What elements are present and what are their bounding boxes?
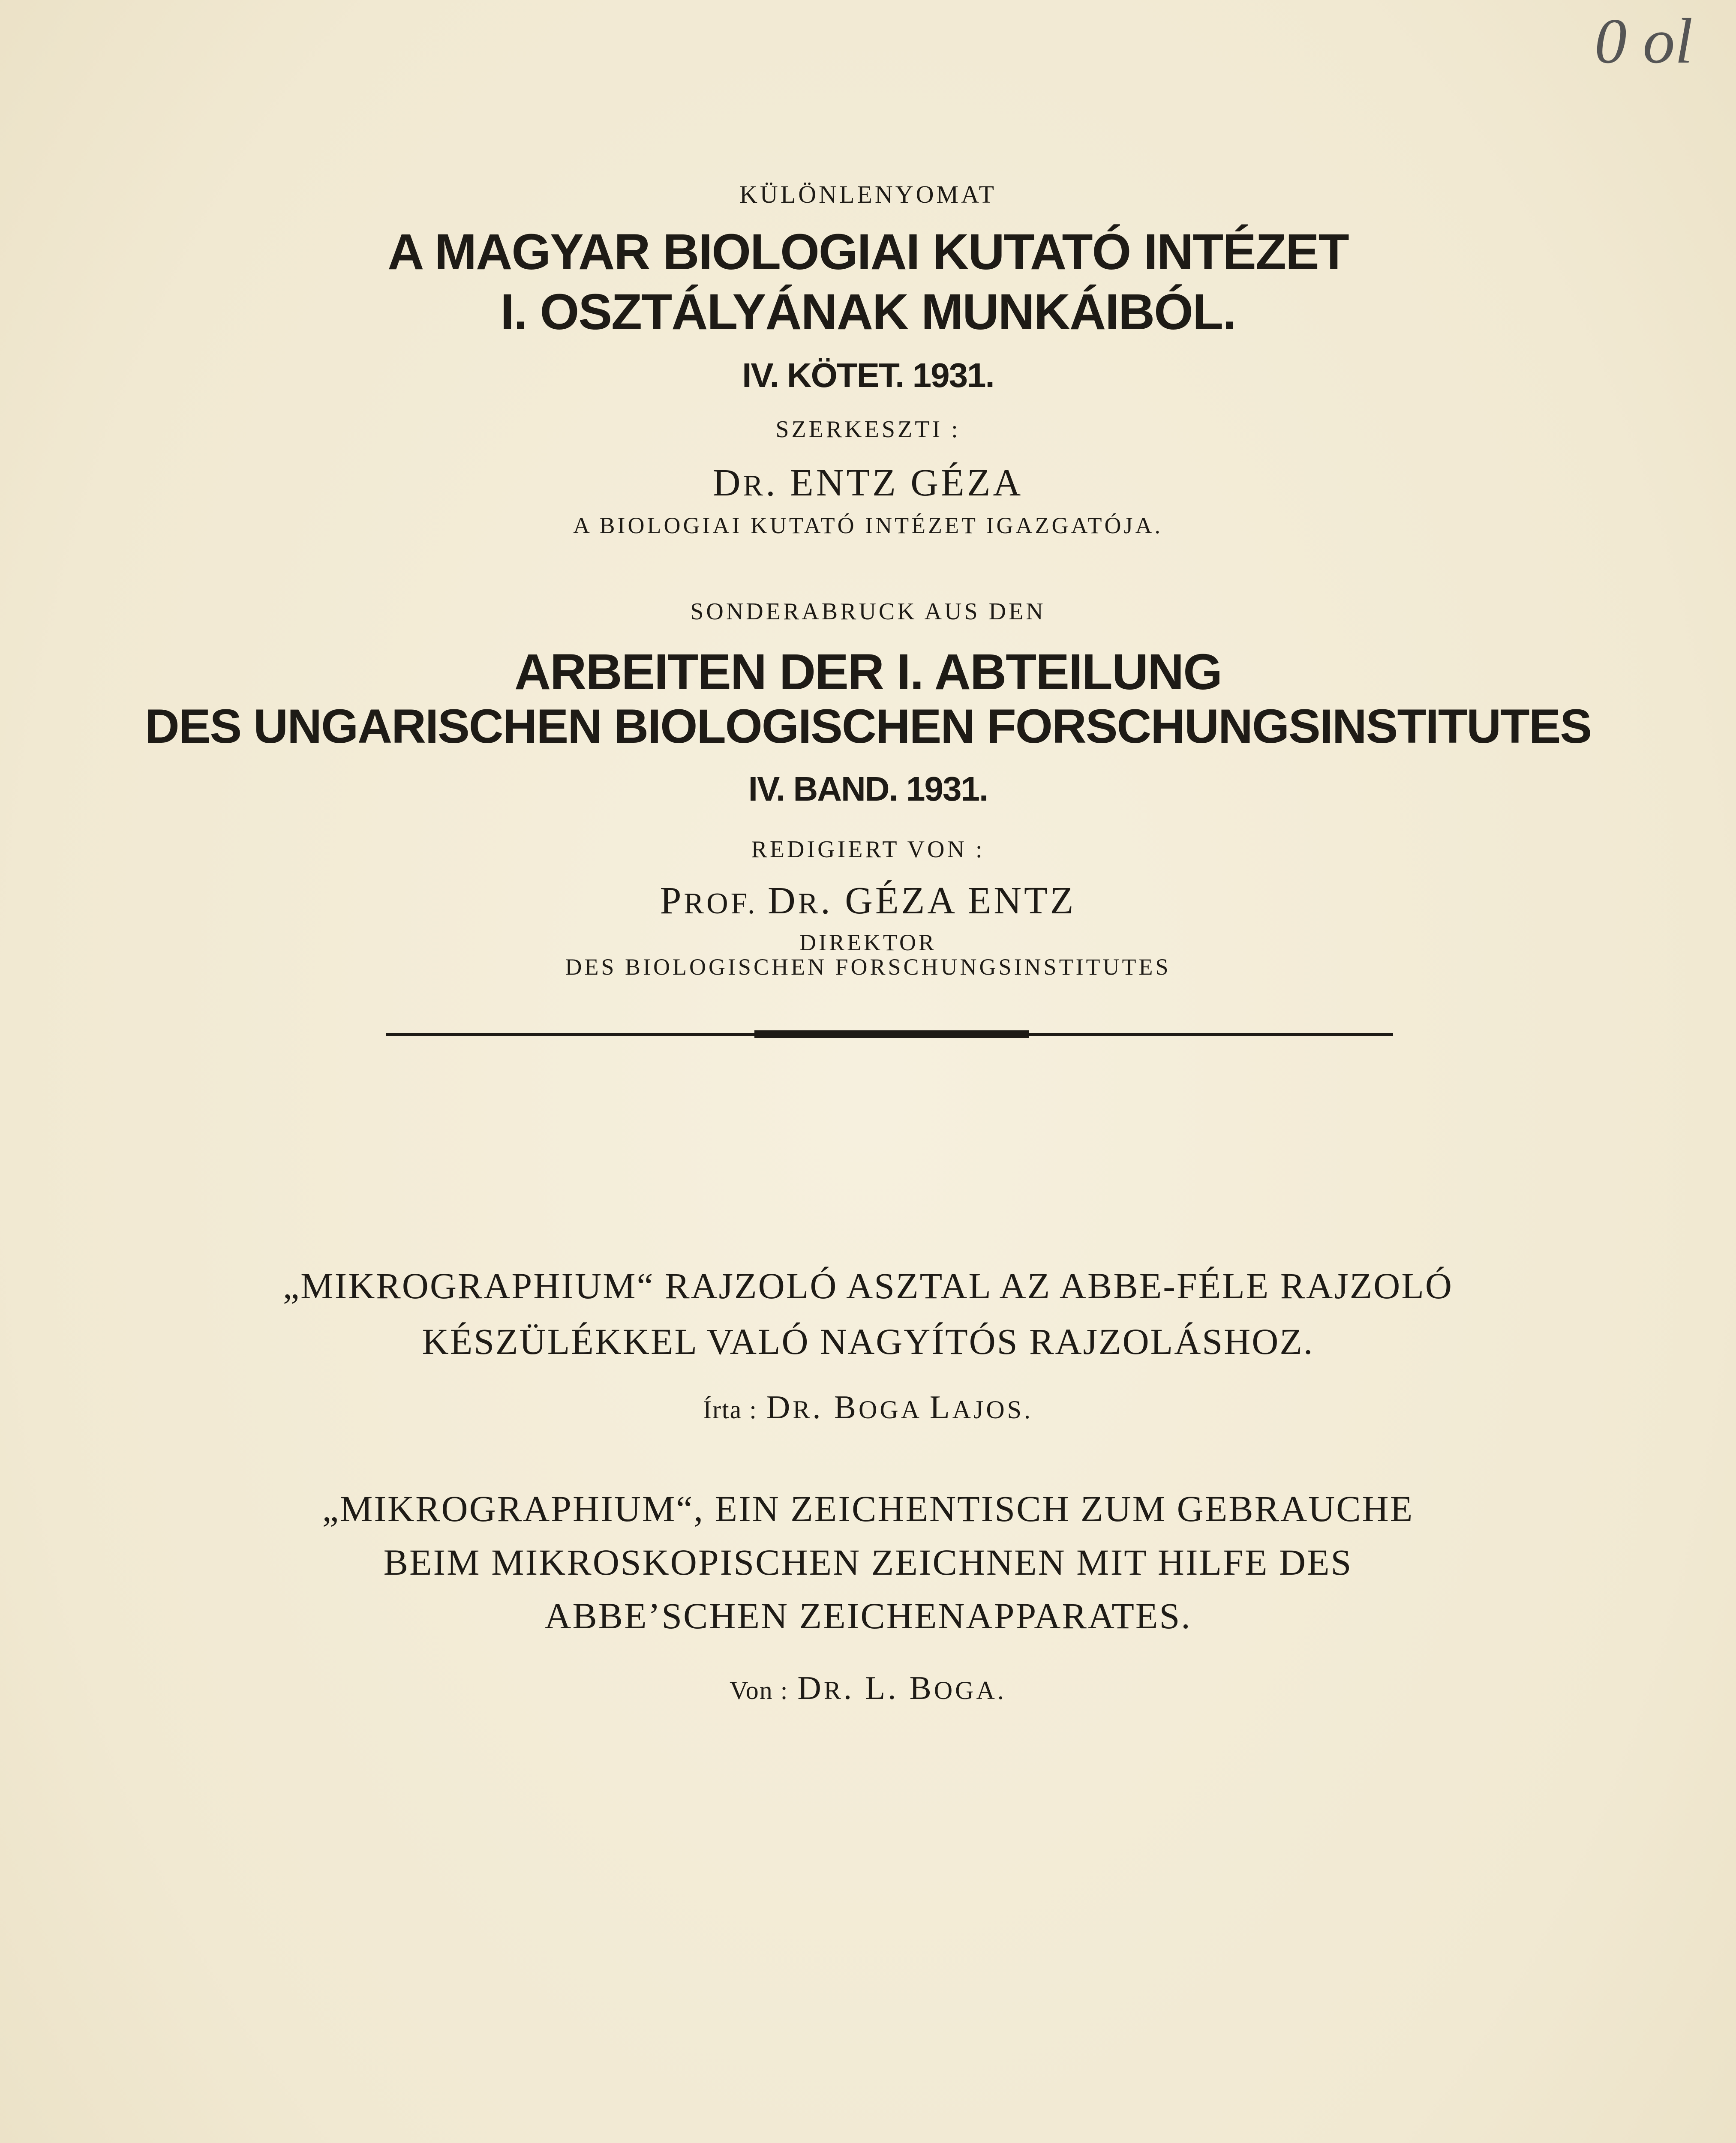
hu-editor-name	[0, 461, 1736, 505]
hu-author-ajos: AJOS.	[952, 1396, 1033, 1424]
de-author-oga: OGA.	[934, 1676, 1006, 1705]
article-hu-title-2: KÉSZÜLÉKKEL VALÓ NAGYÍTÓS RAJZOLÁSHOZ.	[422, 1321, 1314, 1362]
de-author-l: . L. B	[843, 1670, 934, 1706]
hu-editor-surname: . ENTZ GÉZA	[766, 462, 1024, 504]
hu-author-oga: OGA	[859, 1396, 930, 1424]
de-edited-by-label: REDIGIERT VON :	[751, 836, 985, 863]
article-de-author	[0, 1669, 1736, 1707]
hu-author-b: . B	[812, 1389, 859, 1426]
de-author-r: R	[823, 1676, 844, 1705]
de-author-label: Von :	[730, 1676, 789, 1705]
hu-editor-small: R	[743, 469, 766, 502]
de-editor-rof: ROF.	[684, 887, 768, 920]
offprint-label: KÜLÖNLENYOMAT	[739, 180, 997, 208]
hu-editor-initial: D	[712, 462, 743, 504]
hu-author-d: D	[766, 1389, 793, 1426]
handwritten-annotation: 0 ol	[1595, 6, 1693, 77]
de-editor-p: P	[660, 879, 684, 922]
de-editor-role-1: DIREKTOR	[799, 930, 937, 955]
de-editor-d: D	[768, 879, 798, 922]
de-offprint-label: SONDERABRUCK AUS DEN	[690, 598, 1046, 625]
de-series-title-2: DES UNGARISCHEN BIOLOGISCHEN FORSCHUNGSINSTITUTES	[144, 699, 1592, 753]
article-de-title-1: „MIKROGRAPHIUM“, EIN ZEICHENTISCH ZUM GEBRAUCHE	[322, 1488, 1414, 1529]
article-hu-author	[0, 1389, 1736, 1426]
article-de-title-2: BEIM MIKROSKOPISCHEN ZEICHNEN MIT HILFE DES	[383, 1542, 1353, 1583]
de-editor-role-2: DES BIOLOGISCHEN FORSCHUNGSINSTITUTES	[565, 954, 1171, 980]
hu-series-title-2: I. OSZTÁLYÁNAK MUNKÁIBÓL.	[500, 284, 1236, 340]
de-series-title-1: ARBEITEN DER I. ABTEILUNG	[514, 644, 1222, 700]
de-volume: IV. BAND. 1931.	[748, 770, 988, 808]
hu-author-label: Írta :	[703, 1396, 757, 1424]
hu-author-r: R	[793, 1396, 813, 1424]
de-author-d: D	[797, 1670, 824, 1706]
hu-volume: IV. KÖTET. 1931.	[742, 356, 994, 394]
divider-rule-center	[754, 1030, 1029, 1038]
hu-series-title-1: A MAGYAR BIOLOGIAI KUTATÓ INTÉZET	[387, 224, 1349, 280]
hu-author-l: L	[929, 1389, 952, 1426]
de-editor-r: R	[798, 887, 821, 920]
article-hu-title-1: „MIKROGRAPHIUM“ RAJZOLÓ ASZTAL AZ ABBE-FÉLE RAJZOLÓ	[282, 1265, 1454, 1306]
hu-editor-role: A BIOLOGIAI KUTATÓ INTÉZET IGAZGATÓJA.	[573, 513, 1163, 538]
hu-edited-by-label: SZERKESZTI :	[775, 416, 961, 443]
de-editor-name	[0, 879, 1736, 923]
article-de-title-3: ABBE’SCHEN ZEICHENAPPARATES.	[544, 1595, 1192, 1636]
de-editor-surname: . GÉZA ENTZ	[820, 879, 1076, 922]
